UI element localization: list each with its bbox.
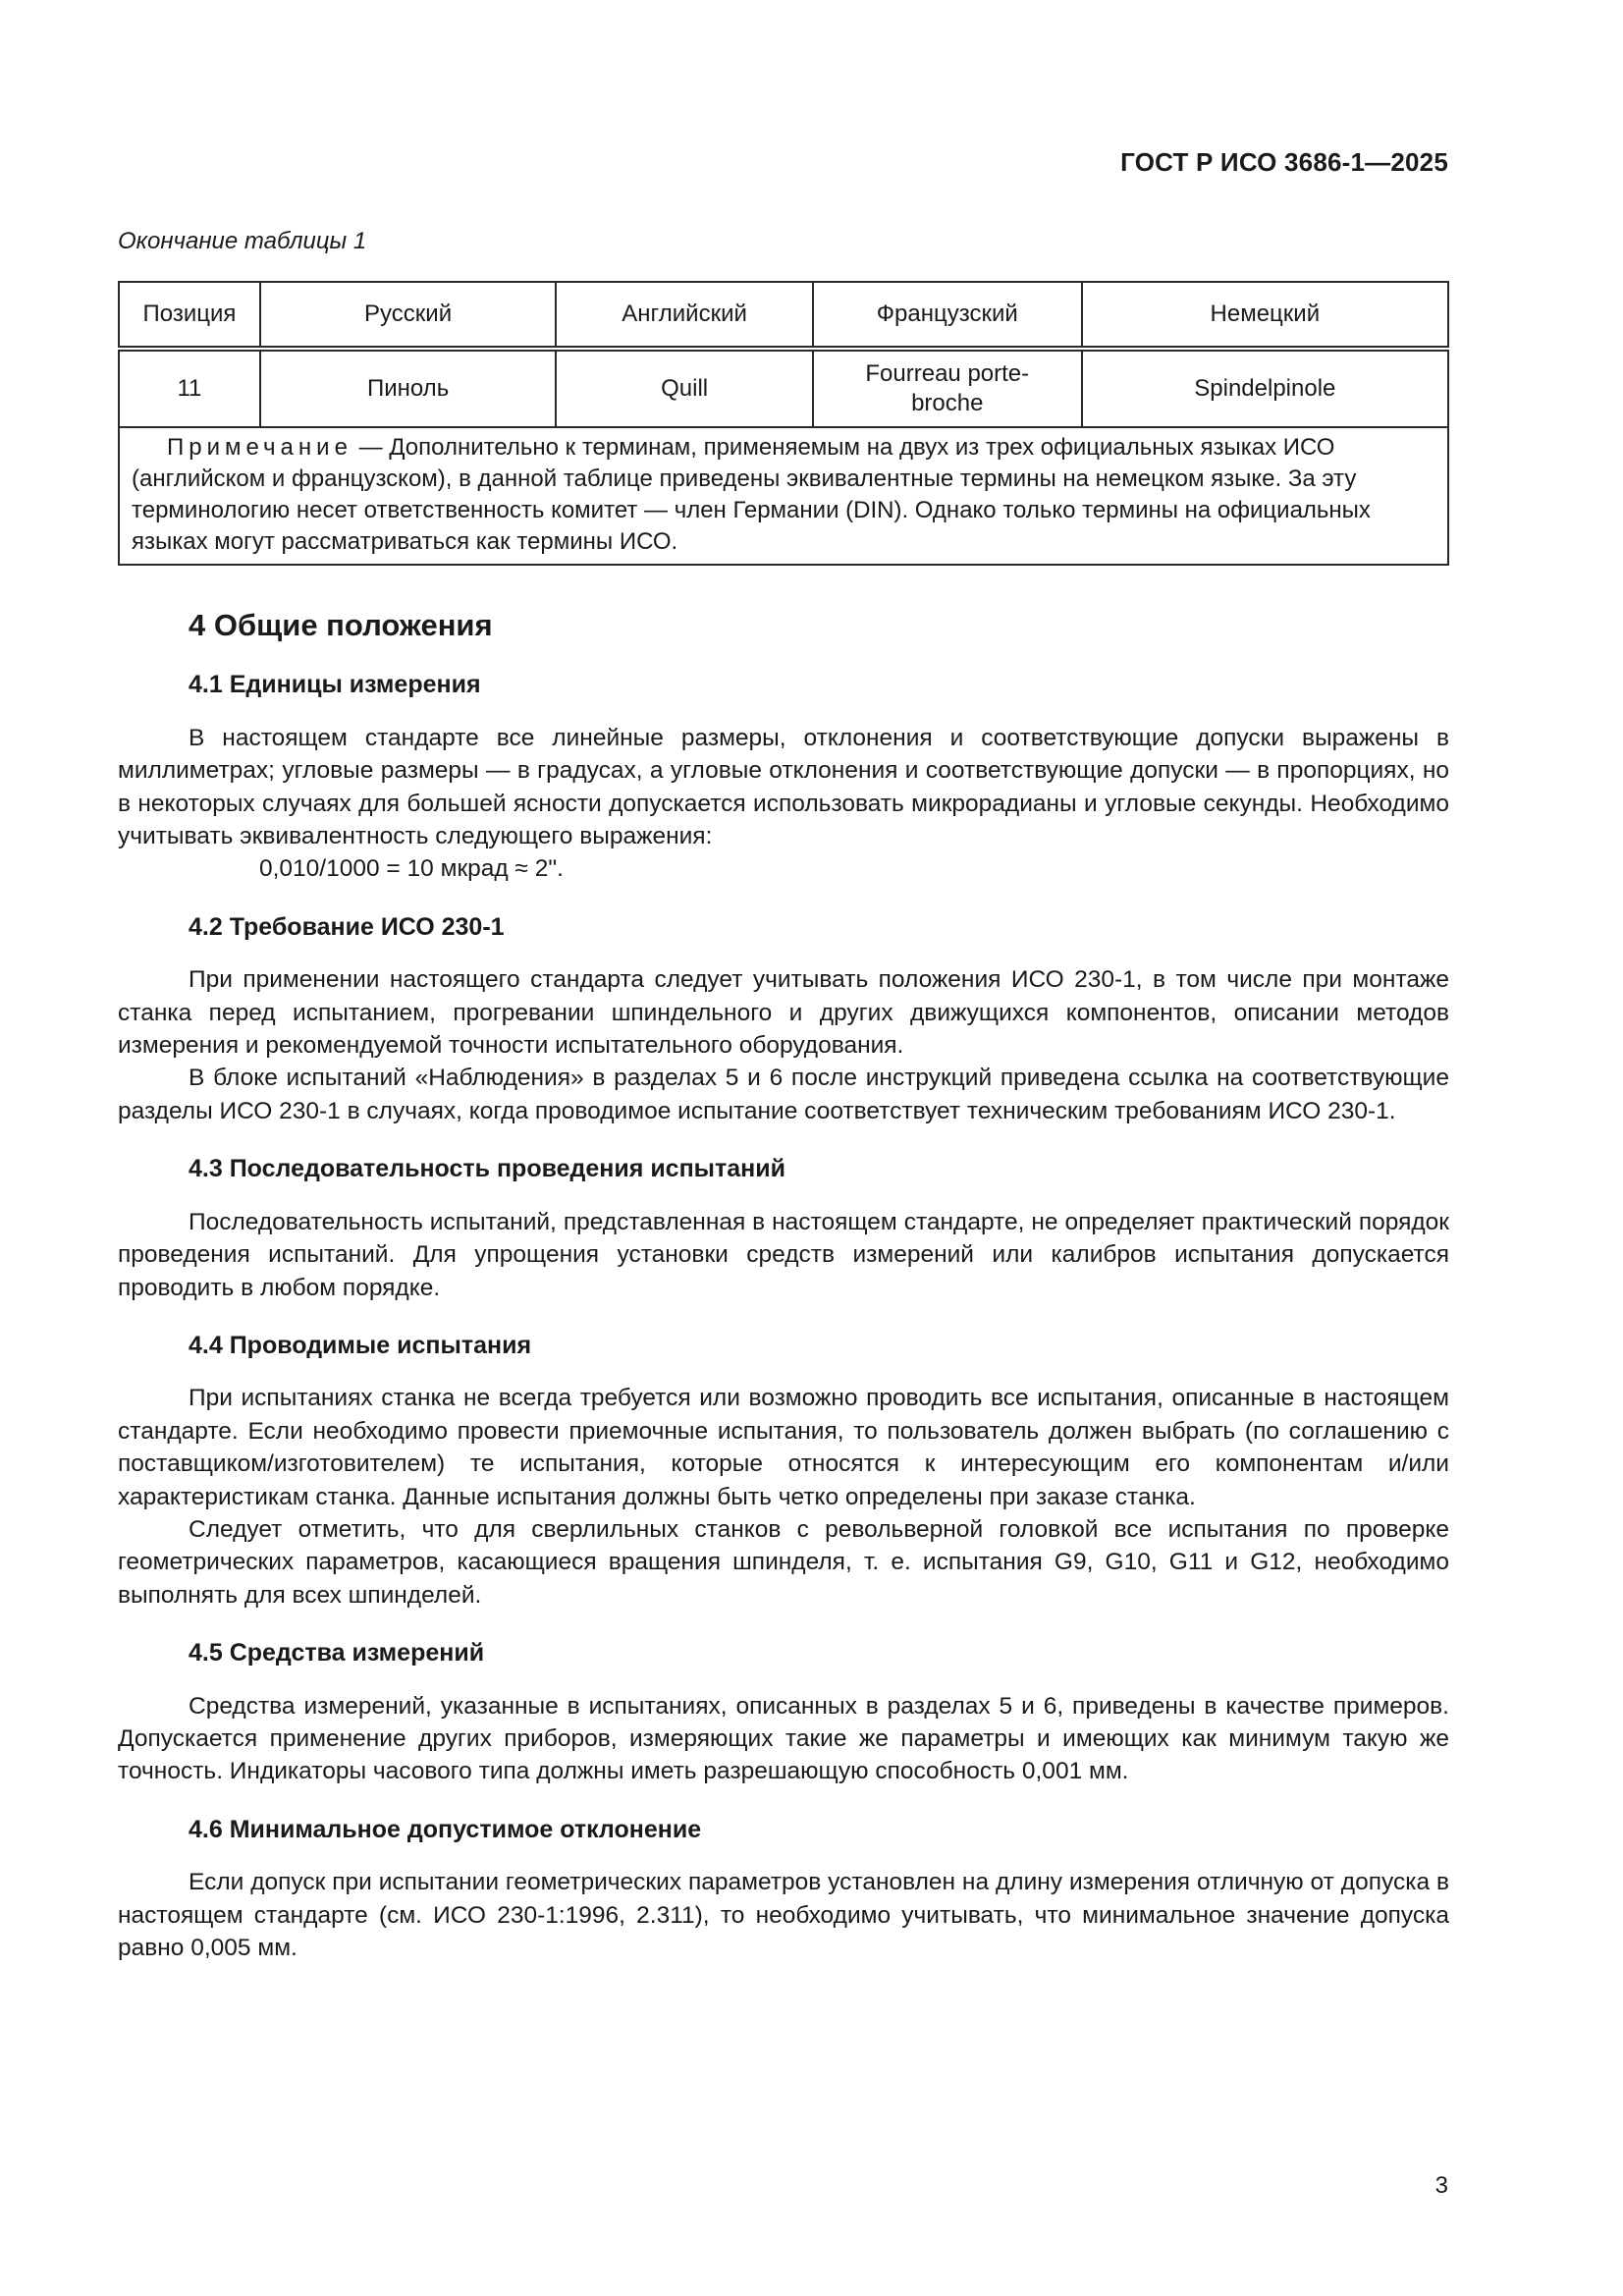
paragraph: При применении настоящего стандарта следует учитывать положения ИСО 230-1, в том числе при монтаже станка перед испытанием, прогревании шпиндельного и других движущихся компонентов, описании методов измерения и рекомендуемой точности испытательного оборудования. — [118, 966, 1449, 1060]
table-header-row — [119, 282, 1448, 349]
section-4-5-title: 4.5 Средства измерений — [189, 1639, 485, 1667]
note-text: — Дополнительно к терминам, применяемым на двух из трех официальных языках ИСО (английском и французском), в данной таблице приведены эквивалентные термины на немецком языке. За эту терминологию несет ответственность комитет — член Германии (DIN). Однако только термины на официальных языках могут рассматриваться как термины ИСО. — [132, 434, 1371, 555]
section-4-1-title: 4.1 Единицы измерения — [189, 671, 481, 699]
formula: 0,010/1000 = 10 мкрад ≈ 2". — [259, 855, 564, 883]
column-header-russian: Русский — [260, 282, 556, 349]
paragraph: При испытаниях станка не всегда требуется или возможно проводить все испытания, описанные в настоящем стандарте. Если необходимо провести приемочные испытания, то пользователь должен выбрать (по соглашению с поставщиком/изготовителем) те испытания, которые относятся к интересующим его компонентам и/или характеристикам станка. Данные испытания должны быть четко определены при заказе станка. — [118, 1385, 1449, 1510]
note-label: Примечание — [167, 434, 352, 461]
terms-table — [118, 281, 1449, 566]
paragraph: Средства измерений, указанные в испытаниях, описанных в разделах 5 и 6, приведены в качестве примеров. Допускается применение других приборов, измеряющих такие же параметры и имеющих как минимум такую же точность. Индикаторы часового типа должны иметь разрешающую способность 0,001 мм. — [118, 1692, 1449, 1785]
cell-position: 11 — [119, 349, 260, 427]
section-4-3-title: 4.3 Последовательность проведения испытаний — [189, 1155, 786, 1183]
document-body — [118, 589, 1449, 1964]
section-4-title: 4 Общие положения — [189, 608, 493, 642]
page-number: 3 — [1434, 2172, 1448, 2199]
section-4-6-title: 4.6 Минимальное допустимое отклонение — [189, 1815, 702, 1843]
table-note-row — [119, 427, 1448, 565]
paragraph: В блоке испытаний «Наблюдения» в разделах 5 и 6 после инструкций приведена ссылка на соответствующие разделы ИСО 230-1 в случаях, когда проводимое испытание соответствует техническим требованиям ИСО 230-1. — [118, 1065, 1449, 1124]
paragraph: Следует отметить, что для сверлильных станков с револьверной головкой все испытания по проверке геометрических параметров, касающиеся вращения шпинделя, т. е. испытания G9, G10, G11 и G12, необходимо выполнять для всех шпинделей. — [118, 1515, 1449, 1609]
paragraph: Если допуск при испытании геометрических параметров установлен на длину измерения отличную от допуска в настоящем стандарте (см. ИСО 230-1:1996, 2.311), то необходимо учитывать, что минимальное значение допуска равно 0,005 мм. — [118, 1869, 1449, 1961]
column-header-position: Позиция — [119, 282, 260, 349]
document-code-header: ГОСТ Р ИСО 3686-1—2025 — [1120, 147, 1448, 177]
column-header-english: Английский — [556, 282, 813, 349]
column-header-french: Французский — [813, 282, 1082, 349]
section-4-4-title: 4.4 Проводимые испытания — [189, 1331, 532, 1359]
paragraph: В настоящем стандарте все линейные размеры, отклонения и соответствующие допуски выражены в миллиметрах; угловые размеры — в градусах, а угловые отклонения и соответствующие допуски — в пропорциях, но в некоторых случаях для большей ясности допускается использовать микрорадианы и угловые секунды. Необходимо учитывать эквивалентность следующего выражения: — [118, 724, 1449, 850]
table-row — [119, 349, 1448, 427]
table-note — [119, 427, 1448, 565]
table-caption: Окончание таблицы 1 — [118, 228, 367, 254]
cell-russian: Пиноль — [260, 349, 556, 427]
cell-french: Fourreau porte-broche — [813, 349, 1082, 427]
column-header-german: Немецкий — [1082, 282, 1448, 349]
cell-english: Quill — [556, 349, 813, 427]
cell-german: Spindelpinole — [1082, 349, 1448, 427]
paragraph: Последовательность испытаний, представленная в настоящем стандарте, не определяет практический порядок проведения испытаний. Для упрощения установки средств измерений или калибров испытания допускается проводить в любом порядке. — [118, 1208, 1449, 1301]
section-4-2-title: 4.2 Требование ИСО 230-1 — [189, 912, 505, 941]
